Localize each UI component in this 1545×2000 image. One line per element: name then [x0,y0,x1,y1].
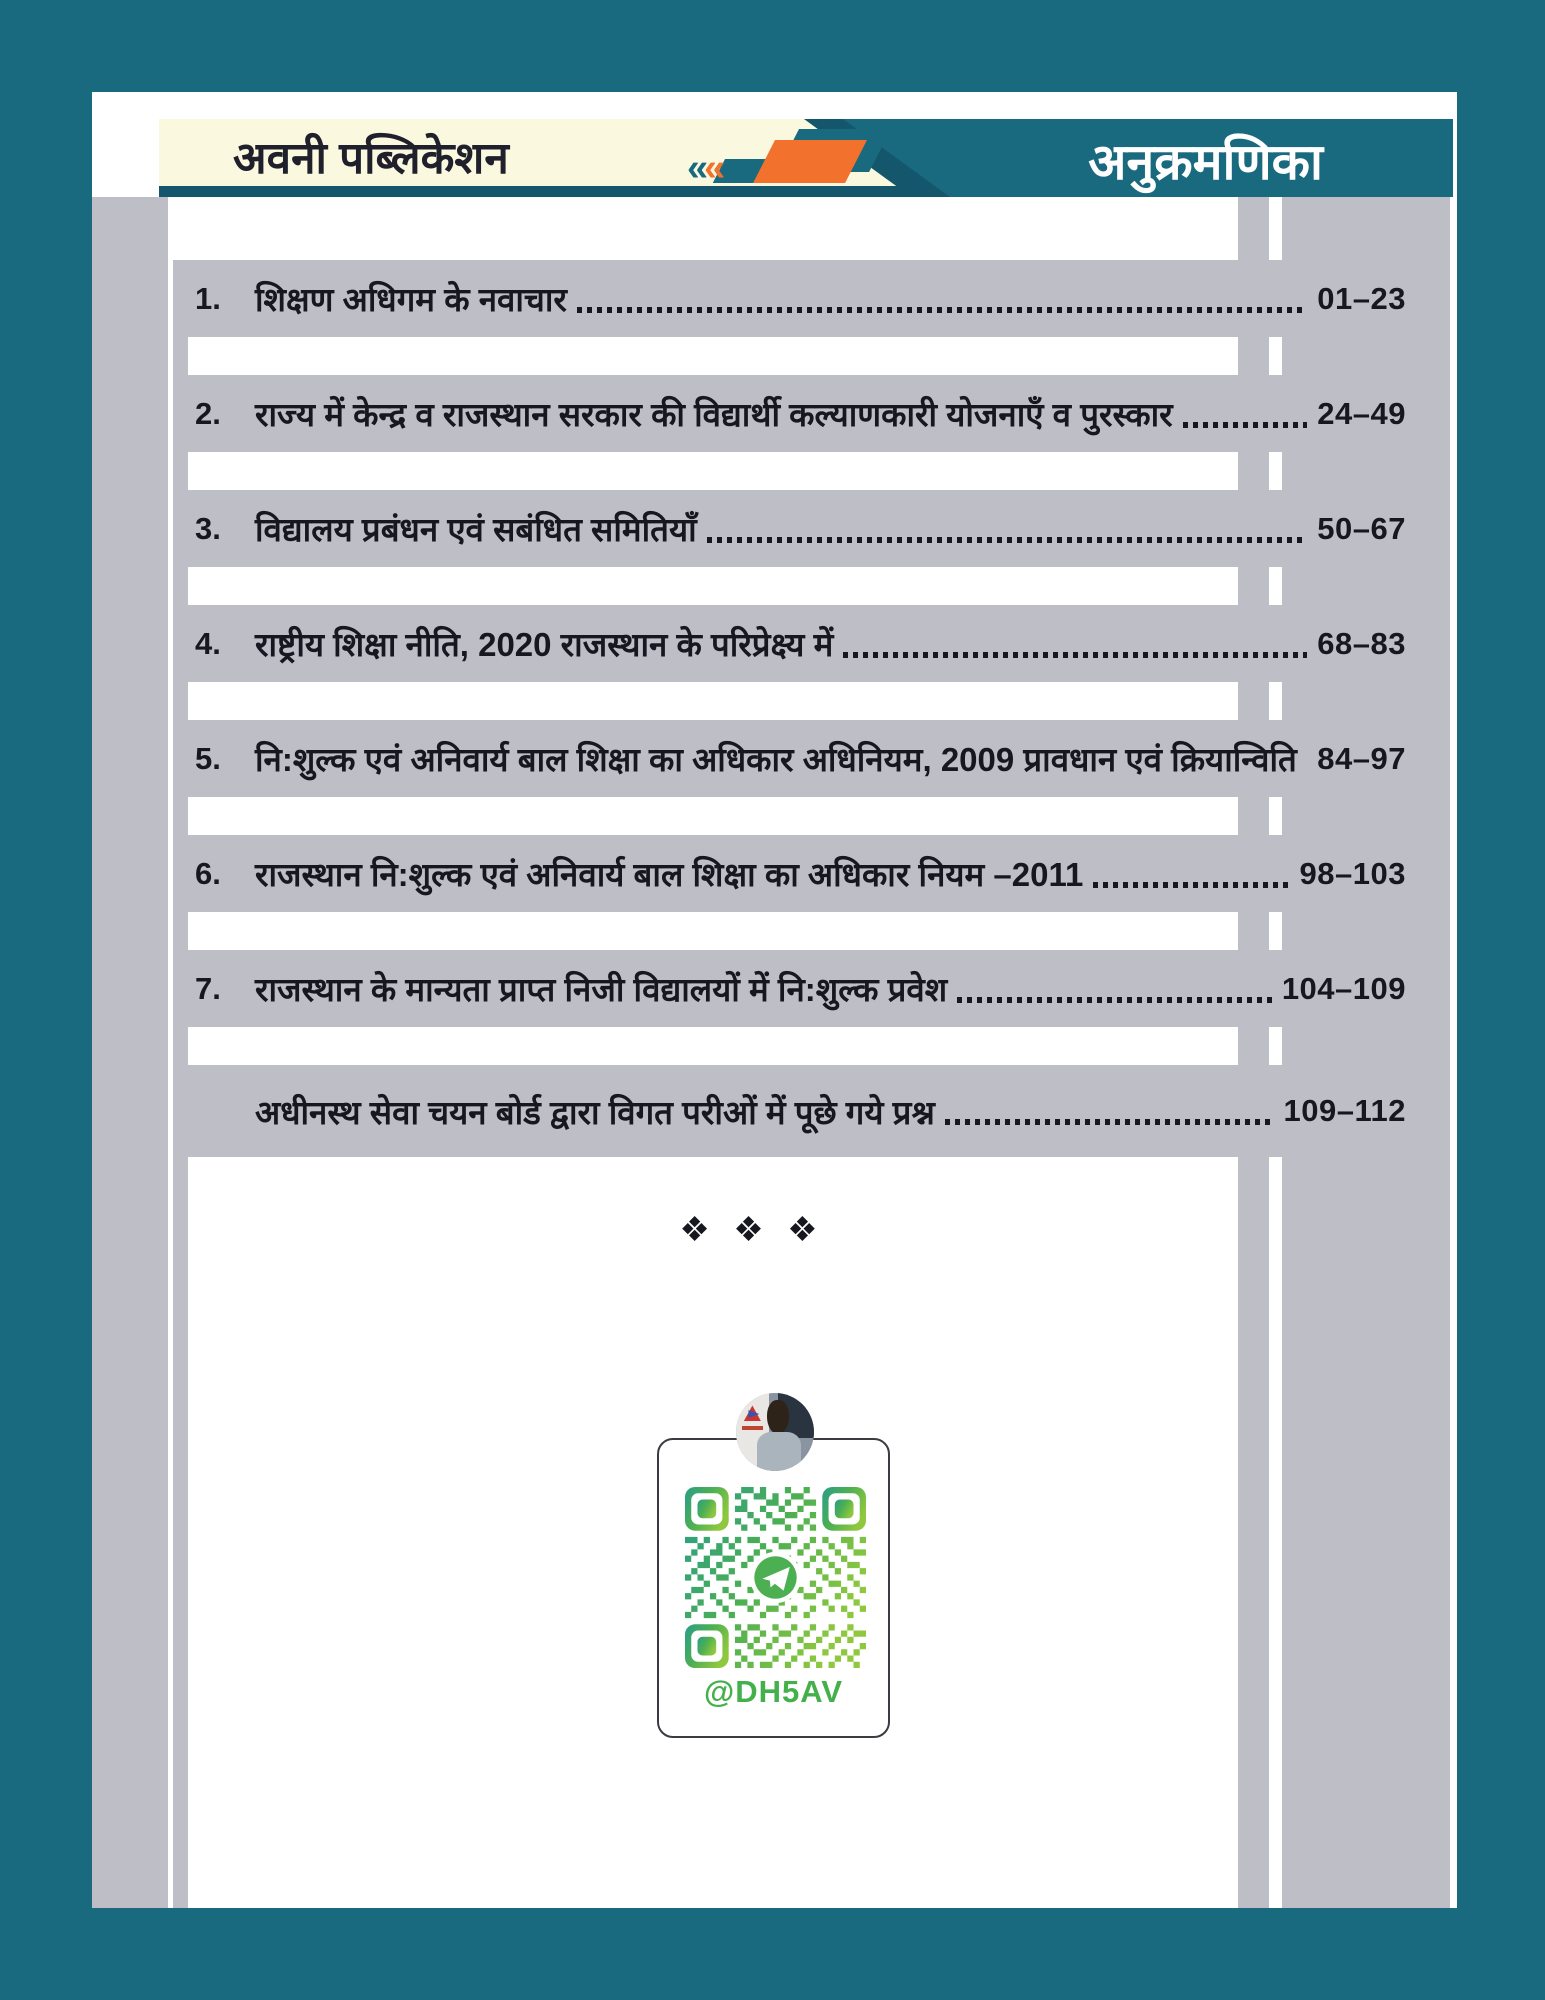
right-narrow-strip [1238,197,1269,1908]
entry-leader-dots [1093,882,1289,888]
entry-title: राज्य में केन्द्र व राजस्थान सरकार की विद्यार्थी कल्याणकारी योजनाएँ व पुरस्कार [255,396,1173,433]
separator-bar [188,797,1238,835]
entry-number: 6. [195,855,221,891]
separator-bar [188,452,1238,490]
entry-number: 3. [195,510,221,546]
publisher-name: अवनी पब्लिकेशन [233,133,509,183]
separator-bar [188,567,1238,605]
separator-bar [188,912,1238,950]
entry-number: 4. [195,625,221,661]
table-row [173,605,1450,682]
qr-code [685,1487,866,1668]
entry-pages: 84–97 [1317,740,1406,776]
chevron-right-icon: « [704,147,722,189]
entry-title: नि:शुल्क एवं अनिवार्य बाल शिक्षा का अधिकार अधिनियम, 2009 प्रावधान एवं क्रियान्विति [255,741,1297,778]
entry-pages: 24–49 [1317,395,1406,431]
entry-number: 5. [195,740,221,776]
page-title: अनुक्रमणिका [1088,133,1323,190]
entry-pages: 01–23 [1317,280,1406,316]
qr-handle: @DH5AV [703,1674,843,1709]
table-row [173,260,1450,337]
entry-leader-dots [957,997,1272,1003]
entry-leader-dots [707,537,1308,543]
separator-bar [188,682,1238,720]
avatar [736,1393,814,1471]
entry-title: राजस्थान के मान्यता प्राप्त निजी विद्यालयों में नि:शुल्क प्रवेश [255,971,948,1008]
entry-title: शिक्षण अधिगम के नवाचार [255,281,567,318]
entry-pages: 98–103 [1299,855,1406,891]
entry-leader-dots [577,307,1307,313]
entry-leader-dots [945,1119,1274,1125]
table-row [173,375,1450,452]
table-row [173,835,1450,912]
table-row [173,1065,1450,1157]
right-wide-strip [1282,197,1450,1908]
qr-card [657,1438,890,1738]
entry-title: अधीनस्थ सेवा चयन बोर्ड द्वारा विगत परीओं में पूछे गये प्रश्न [255,1093,935,1131]
table-row [173,950,1450,1027]
entry-leader-dots [843,652,1307,658]
chevron-left-icon: « [687,147,705,189]
entry-title: विद्यालय प्रबंधन एवं सबंधित समितियाँ [255,511,697,548]
entry-number: 2. [195,395,221,431]
separator-bar [188,337,1238,375]
entry-number: 1. [195,280,221,316]
header-banner [159,119,1453,197]
entry-title: राजस्थान नि:शुल्क एवं अनिवार्य बाल शिक्षा का अधिकार नियम –2011 [255,856,1084,893]
entry-pages: 68–83 [1317,625,1406,661]
entry-pages: 109–112 [1283,1093,1406,1128]
page [92,92,1457,1908]
chevron-decoration [687,149,721,187]
table-row [173,490,1450,567]
separator-bar [188,1027,1238,1065]
ornament-diamonds: ❖ ❖ ❖ [679,1211,825,1249]
entry-number: 7. [195,970,221,1006]
left-margin-strip [92,197,168,1908]
table-row [173,720,1450,797]
entry-title: राष्ट्रीय शिक्षा नीति, 2020 राजस्थान के परिप्रेक्ष्य में [255,626,834,663]
entry-leader-dots [1183,422,1308,428]
entry-pages: 104–109 [1281,970,1406,1006]
header-underline [159,186,919,197]
entry-pages: 50–67 [1317,510,1406,546]
